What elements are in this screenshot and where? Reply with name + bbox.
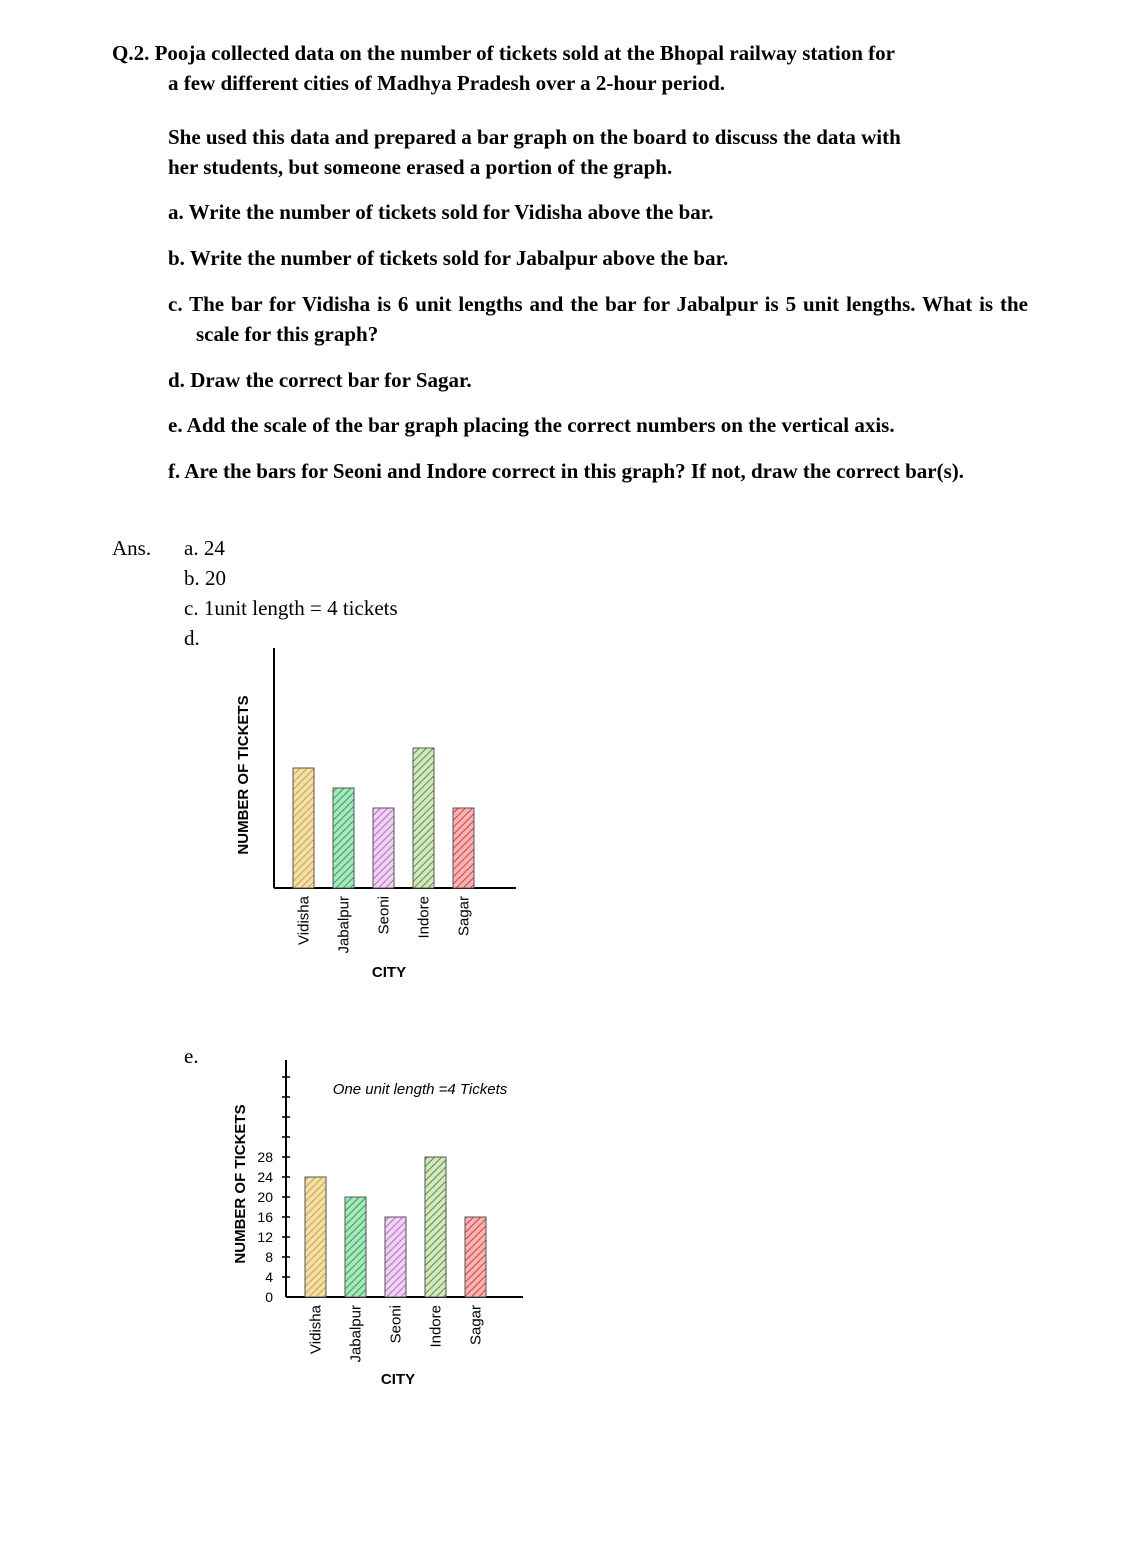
y-tick-label: 4 [265, 1269, 273, 1285]
part-c [168, 289, 1028, 349]
y-axis-title: NUMBER OF TICKETS [235, 695, 252, 855]
bar-vidisha [293, 768, 314, 888]
x-tick-label-sagar: Sagar [467, 1305, 485, 1346]
bar-sagar [453, 808, 474, 888]
bar-vidisha [305, 1177, 326, 1297]
y-axis-title: NUMBER OF TICKETS [232, 1104, 249, 1264]
y-tick-label: 28 [257, 1149, 273, 1165]
part-d-text: Draw the correct bar for Sagar. [190, 368, 472, 392]
part-b-label: b. [168, 246, 185, 270]
part-a-text: Write the number of tickets sold for Vidisha above the bar. [188, 200, 714, 224]
bar-jabalpur [345, 1197, 366, 1297]
bar-sagar [465, 1217, 486, 1297]
bar-indore [425, 1157, 446, 1297]
x-tick-label-vidisha: Vidisha [307, 1305, 325, 1354]
part-d [168, 365, 1018, 395]
part-b [168, 243, 1018, 273]
part-e-label: e. [168, 413, 183, 437]
bar-indore [413, 748, 434, 888]
x-tick-label-indore: Indore [427, 1305, 445, 1348]
part-e [168, 410, 1028, 440]
question-number-label: Q.2. [112, 41, 150, 65]
x-axis-title: CITY [380, 1371, 416, 1388]
part-d-label: d. [168, 368, 185, 392]
part-c-label: c. [168, 292, 183, 316]
y-tick-label: 12 [257, 1229, 273, 1245]
bar-seoni [373, 808, 394, 888]
question-para-line1: She used this data and prepared a bar graph on the board to discuss the data with [168, 125, 901, 149]
part-f-text: Are the bars for Seoni and Indore correct in this graph? If not, draw the correct bar(s). [184, 459, 964, 483]
y-tick-label: 8 [265, 1249, 273, 1265]
part-c-text: The bar for Vidisha is 6 unit lengths and the bar for Jabalpur is 5 unit lengths. What is the scale for this graph? [189, 292, 1029, 346]
x-tick-label-seoni: Seoni [387, 1305, 405, 1344]
question-intro-line2: a few different cities of Madhya Pradesh over a 2-hour period. [168, 71, 726, 95]
answer-e: e. [184, 1044, 199, 1068]
part-e-text: Add the scale of the bar graph placing the correct numbers on the vertical axis. [186, 413, 895, 437]
part-a [168, 197, 1018, 227]
question-intro-line1: Pooja collected data on the number of tickets sold at the Bhopal railway station for [154, 41, 895, 65]
question-para-line2: her students, but someone erased a portion of the graph. [168, 155, 673, 179]
answer-a: a. 24 [184, 536, 225, 560]
scale-note: One unit length =4 Tickets [332, 1081, 508, 1098]
x-tick-label-seoni: Seoni [375, 896, 393, 935]
x-tick-label-indore: Indore [415, 896, 433, 939]
answer-b: b. 20 [184, 566, 226, 590]
answer-d: d. [184, 626, 200, 650]
bar-seoni [385, 1217, 406, 1297]
answer-label: Ans. [112, 536, 152, 560]
x-tick-label-vidisha: Vidisha [295, 896, 313, 945]
part-f [168, 456, 1028, 486]
answer-c: c. 1unit length = 4 tickets [184, 596, 398, 620]
x-tick-label-jabalpur: Jabalpur [347, 1305, 365, 1363]
part-f-label: f. [168, 459, 181, 483]
x-tick-label-sagar: Sagar [455, 896, 473, 937]
y-tick-label: 16 [257, 1209, 273, 1225]
part-a-label: a. [168, 200, 184, 224]
y-tick-label: 0 [265, 1289, 273, 1305]
bar-jabalpur [333, 788, 354, 888]
y-tick-label: 24 [257, 1169, 273, 1185]
x-tick-label-jabalpur: Jabalpur [335, 896, 353, 954]
x-axis-title: CITY [371, 964, 407, 981]
part-b-text: Write the number of tickets sold for Jabalpur above the bar. [189, 246, 729, 270]
question-number [112, 38, 895, 68]
y-tick-label: 20 [257, 1189, 273, 1205]
